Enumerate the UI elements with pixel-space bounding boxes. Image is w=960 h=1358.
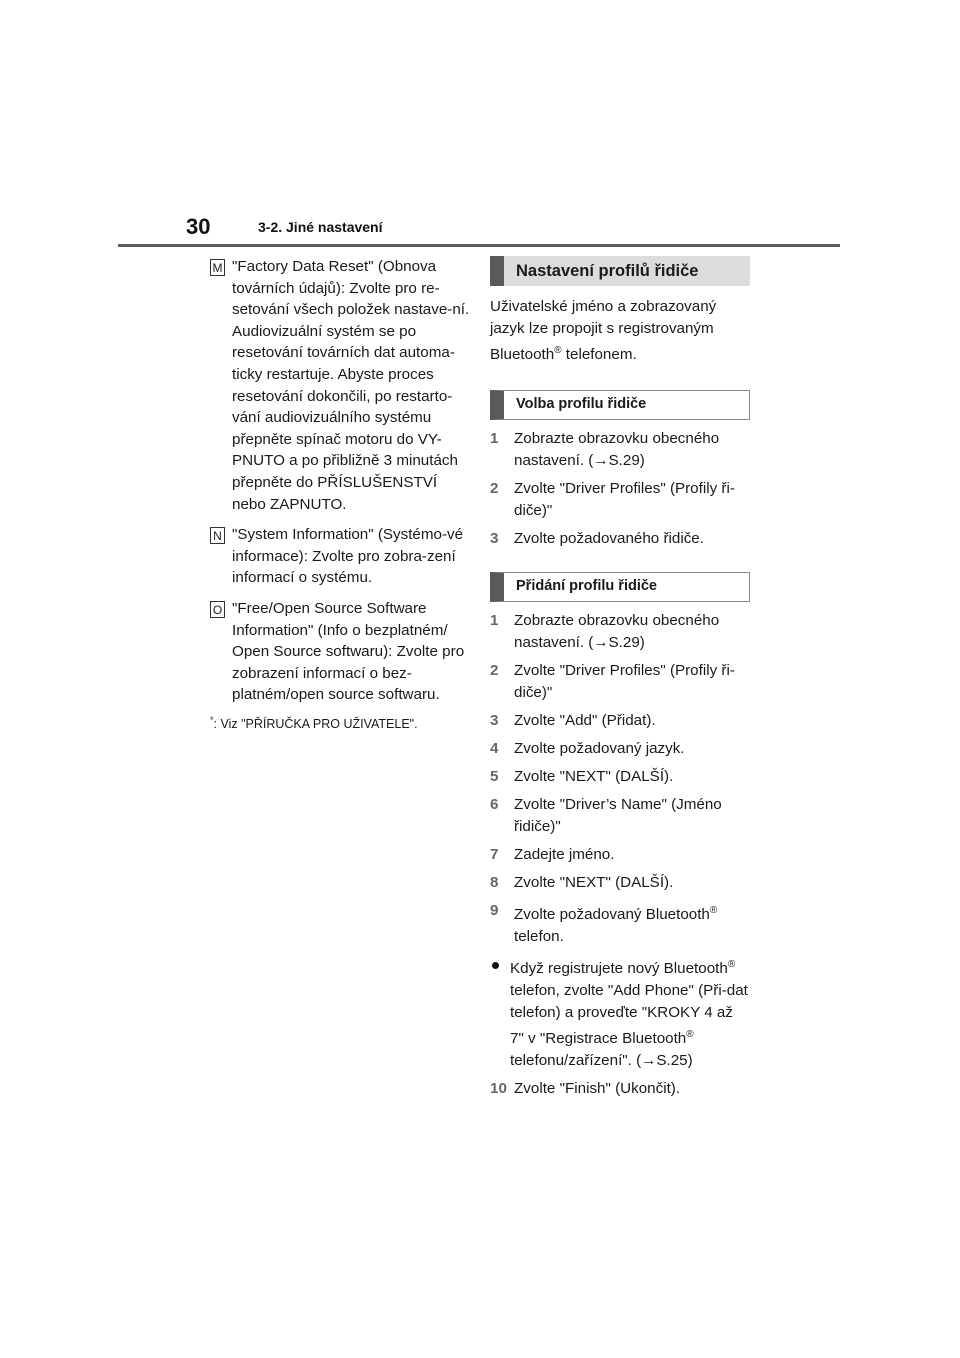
step: 3 Zvolte "Add" (Přidat).: [490, 712, 656, 730]
item-text: "System Information" (Systémo-vé informace): Zvolte pro zobra-zení informací o systému.: [232, 526, 464, 587]
subheading-select-profile: Volba profilu řidiče: [490, 390, 750, 420]
footnote-text: : Viz "PŘÍRUČKA PRO UŽIVATELE".: [213, 717, 418, 732]
subheading-add-profile: Přidání profilu řidiče: [490, 572, 750, 602]
step: 2 Zvolte "Driver Profiles" (Profily ři-diče)": [490, 480, 735, 520]
step: 5 Zvolte "NEXT" (DALŠÍ).: [490, 768, 674, 786]
note-bullet: Když registrujete nový Bluetooth® telefon, zvolte "Add Phone" (Při-dat telefon) a proveďte "KROKY 4 až 7" v "Registrace Bluetooth® telefonu/zařízení". (→S.25): [490, 954, 750, 1072]
page-number: 30: [186, 214, 211, 239]
section-heading: Nastavení profilů řidiče: [490, 256, 750, 286]
item-text: "Free/Open Source Software Information" (Info o bezplatném/ Open Source softwaru): Zvolte pro zobrazení informací o bez-platném/open source softwaru.: [232, 599, 465, 704]
footnote: [210, 715, 472, 731]
bullet-dot: [492, 962, 499, 969]
item-marker-n: N: [210, 527, 225, 544]
step: 4 Zvolte požadovaný jazyk.: [490, 740, 685, 758]
intro-paragraph: Uživatelské jméno a zobrazovaný jazyk lze propojit s registrovaným Bluetooth® telefonem.: [490, 298, 717, 364]
step: 1 Zobrazte obrazovku obecného nastavení. (→S.29): [490, 430, 720, 470]
steps-select-profile: [490, 428, 750, 550]
step: 9 Zvolte požadovaný Bluetooth® telefon.: [490, 902, 718, 946]
step: 8 Zvolte "NEXT" (DALŠÍ).: [490, 874, 674, 892]
item-marker-o: O: [210, 601, 225, 618]
steps-add-profile: [490, 610, 750, 1100]
section-title: 3-2. Jiné nastavení: [258, 219, 383, 235]
menu-item-open-source-info: [210, 598, 472, 706]
step: 6 Zvolte "Driver’s Name" (Jméno řidiče)": [490, 796, 722, 836]
left-column: [210, 256, 472, 731]
menu-item-factory-reset: [210, 256, 472, 515]
footnote-mark: *: [210, 714, 214, 725]
right-column: [490, 256, 750, 1106]
item-marker-m: M: [210, 259, 225, 276]
step: 10 Zvolte "Finish" (Ukončit).: [490, 1080, 681, 1098]
menu-item-system-information: [210, 524, 472, 589]
step: 7 Zadejte jméno.: [490, 846, 615, 864]
step: 2 Zvolte "Driver Profiles" (Profily ři-diče)": [490, 662, 735, 702]
item-text: "Factory Data Reset" (Obnova továrních údajů): Zvolte pro re-setování všech položek nastave-ní. Audiovizuální systém se po resetování továrních dat automa-ticky restartuje. Abyste proces resetování dokončili, po restarto-vání audiovizuálního systému přepněte spínač motoru do VY-PNUTO a po přibližně 3 minutách přepněte do PŘÍSLUŠENSTVÍ nebo ZAPNUTO.: [232, 258, 470, 513]
step: 3 Zvolte požadovaného řidiče.: [490, 530, 704, 548]
header-rule: [118, 244, 840, 247]
step: 1 Zobrazte obrazovku obecného nastavení. (→S.29): [490, 612, 720, 652]
